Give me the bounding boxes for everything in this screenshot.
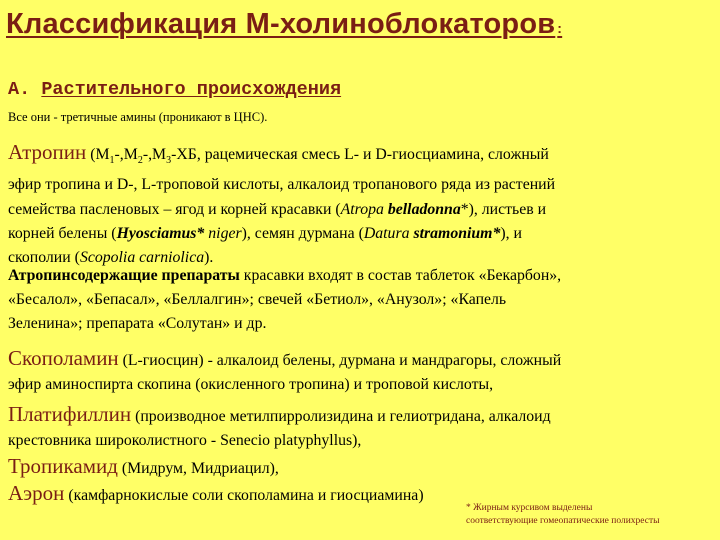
preparations-line-1: Атропинсодержащие препараты красавки входят в состав таблеток «Бекарбон», [8, 267, 562, 284]
section-note: Все они - третичные амины (проникают в ЦНС). [8, 110, 268, 124]
title-colon: : [557, 20, 563, 36]
atropine-paragraph [8, 140, 716, 270]
platyphylline-line-2: крестовника широколистного - Senecio platyphyllus), [8, 432, 362, 450]
aeron-paragraph: Аэрон (камфарнокислые соли скополамина и гиосциамина) [8, 481, 424, 505]
section-letter: А. [8, 79, 31, 100]
section-label: Растительного происхождения [41, 79, 342, 100]
tropicamide-name: Тропикамид [8, 454, 118, 478]
scopolamine-line-2: эфир аминоспирта скопина (окисленного тропина) и троповой кислоты, [8, 376, 494, 394]
atropine-line-2: эфир тропина и D-, L-троповой кислоты, алкалоид тропанового ряда из растений [8, 176, 556, 194]
platyphylline-line-1: Платифиллин (производное метилпирролизидина и гелиотридана, алкалоид [8, 402, 551, 426]
footnote-line-1: * Жирным курсивом выделены [466, 503, 593, 513]
footnote-line-2: соответствующие гомеопатические полихресты [466, 516, 660, 526]
aeron-name: Аэрон [8, 481, 65, 505]
platyphylline-paragraph [8, 402, 716, 453]
tropicamide-paragraph: Тропикамид (Мидрум, Мидриацил), [8, 454, 279, 478]
platyphylline-name: Платифиллин [8, 402, 132, 426]
scopolamine-line-1: Скополамин (L-гиосцин) - алкалоид белены, дурмана и мандрагоры, сложный [8, 346, 562, 370]
section-heading [8, 79, 341, 100]
preparations-line-3: Зеленина»; препарата «Солутан» и др. [8, 315, 267, 333]
footnote [466, 502, 660, 528]
preparations-paragraph [8, 264, 716, 337]
atropine-line-5: скополии (Scopolia carniolica). [8, 248, 214, 266]
scopolamine-name: Скополамин [8, 346, 119, 370]
atropine-line-4: корней белены (Hyosciamus* niger), семян дурмана (Datura stramonium*), и [8, 224, 522, 242]
atropine-line-1: Атропин ($М_1-,М_2-,М_3-ХБ$, рацемическая смесь L- и D-гиосциамина, сложный [8, 140, 549, 167]
atropine-line-3: семейства пасленовых – ягод и корней красавки (Atropa belladonna*), листьев и [8, 200, 547, 218]
scopolamine-paragraph [8, 346, 716, 397]
preparations-line-2: «Бесалол», «Бепасал», «Беллалгин»; свечей «Бетиол», «Анузол»; «Капель [8, 291, 507, 309]
page-title: Классификация М-холиноблокаторов : [6, 8, 563, 40]
atropine-name: Атропин [8, 140, 87, 164]
preparations-bold: Атропинсодержащие препараты [8, 267, 240, 284]
